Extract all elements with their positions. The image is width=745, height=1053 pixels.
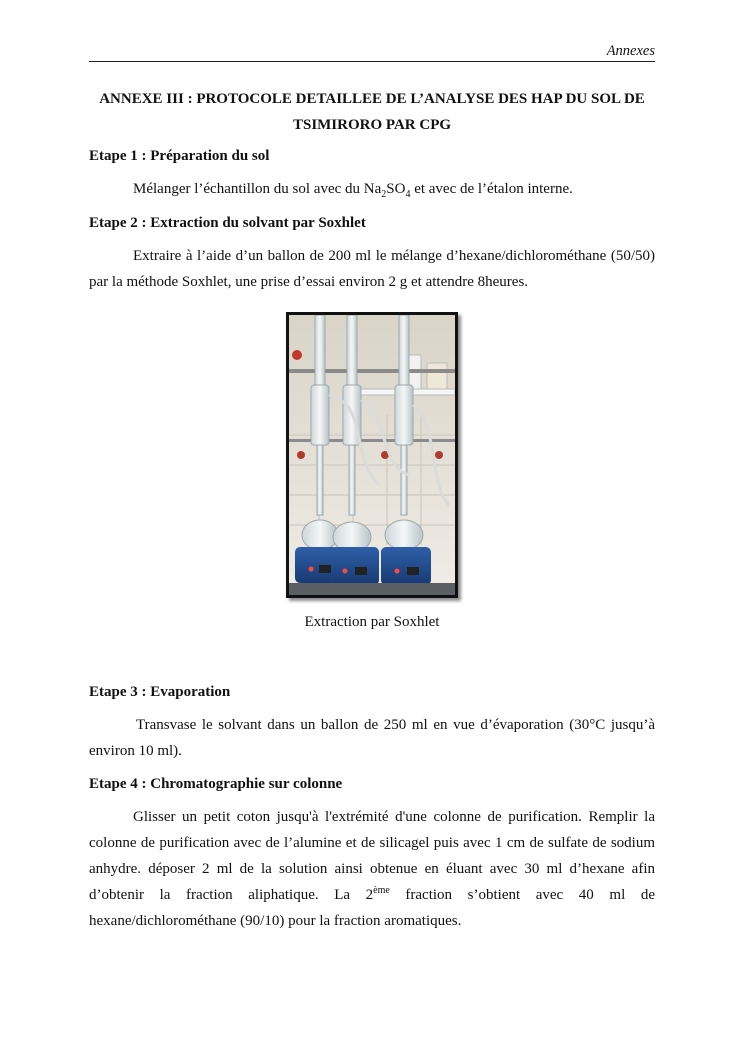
- annex-title-line-2: TSIMIRORO PAR CPG: [292, 117, 452, 133]
- annex-title-line-1: ANNEXE III : PROTOCOLE DETAILLEE DE L’ANALYSE DES HAP DU SOL DE: [99, 91, 645, 107]
- step-3-text: Transvase le solvant dans un ballon de 250 ml en vue d’évaporation (30°C jusqu’à environ 10 ml).: [89, 717, 655, 759]
- step-2-heading: Etape 2 : Extraction du solvant par Soxhlet: [89, 215, 366, 231]
- step-1-heading: Etape 1 : Préparation du sol: [89, 148, 270, 164]
- step-1-text: Mélanger l’échantillon du sol avec du $Na_2SO_4$ et avec de l’étalon interne.: [133, 181, 573, 200]
- figure-caption: Extraction par Soxhlet: [304, 614, 440, 630]
- soxhlet-photo: [286, 312, 458, 598]
- step-4-text: Glisser un petit coton jusqu'à l'extrémité d'une colonne de purification. Remplir la colonne de purification avec de l’alumine et de silicagel puis avec 1 cm de sulfate de sodium anhydre. déposer 2 ml de la solution ainsi obtenue en éluant avec 30 ml d’hexane afin d’obtenir la fraction aliphatique. La 2ème fraction s’obtient avec 40 ml de hexane/dichlorométhane (90/10) pour la fraction aromatiques.: [89, 809, 655, 929]
- running-header: Annexes: [89, 43, 655, 62]
- step-3-heading: Etape 3 : Evaporation: [89, 684, 231, 700]
- step-2-text: Extraire à l’aide d’un ballon de 200 ml le mélange d’hexane/dichlorométhane (50/50) par la méthode Soxhlet, une prise d’essai environ 2 g et attendre 8heures.: [89, 248, 655, 290]
- soxhlet-apparatus-illustration: [289, 315, 455, 595]
- step-4-heading: Etape 4 : Chromatographie sur colonne: [89, 776, 343, 792]
- annex-title: [89, 86, 655, 138]
